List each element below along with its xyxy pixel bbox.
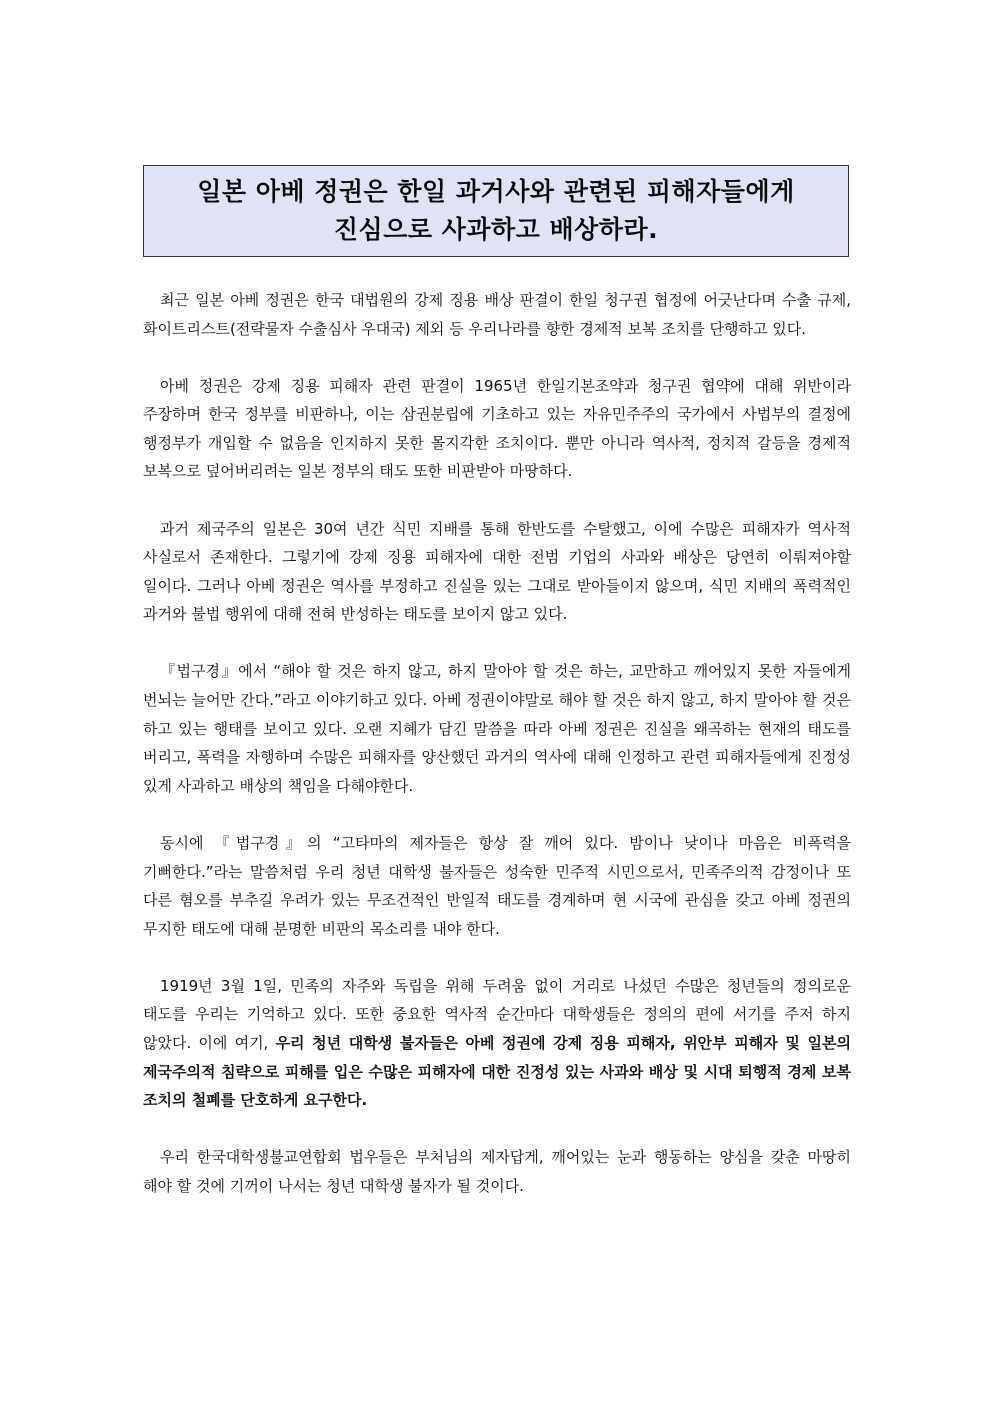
statement-body (143, 286, 851, 1200)
paragraph-text: 『법구경』에서 “해야 할 것은 하지 않고, 하지 말아야 할 것은 하는, 교만하고 깨어있지 못한 자들에게 번뇌는 늘어만 간다.”라고 이야기하고 있다. 아베 정권이야말로 해야 할 것은 하지 않고, 하지 말아야 할 것은 하고 있는 행태를 보이고 있다. 오랜 지혜가 담긴 말씀을 따라 아베 정권은 진실을 왜곡하는 현재의 태도를 버리고, 폭력을 자행하며 수많은 피해자를 양산했던 과거의 역사에 대해 인정하고 관련 피해자들에게 진정성 있게 사과하고 배상의 책임을 다해야한다. (143, 662, 851, 795)
paragraph-text: 우리 한국대학생불교연합회 법우들은 부처님의 제자답게, 깨어있는 눈과 행동하는 양심을 갖춘 마땅히 해야 할 것에 기꺼이 나서는 청년 대학생 불자가 될 것이다. (143, 1148, 851, 1195)
paragraph-6 (143, 972, 851, 1115)
paragraph-4 (143, 657, 851, 800)
paragraph-1 (143, 286, 851, 343)
paragraph-7 (143, 1143, 851, 1200)
paragraph-3 (143, 515, 851, 629)
paragraph-bold-demand: 우리 청년 대학생 불자들은 아베 정권에 강제 징용 피해자, 위안부 피해자 및 일본의 제국주의적 침략으로 피해를 입은 수많은 피해자에 대한 진정성 있는 사과와 배상 및 시대 퇴행적 경제 보복 조치의 철폐를 단호하게 요구한다. (143, 1033, 851, 1110)
paragraph-text: 1919년 3월 1일, 민족의 자주와 독립을 위해 두려움 없이 거리로 나섰던 수많은 청년들의 정의로운 태도를 우리는 기억하고 있다. 또한 중요한 역사적 순간마다 대학생들은 정의의 편에 서기를 주저 하지 않았다. 이에 여기, (143, 976, 851, 1052)
title-box (143, 165, 849, 257)
paragraph-5 (143, 829, 851, 943)
paragraph-text: 최근 일본 아베 정권은 한국 대법원의 강제 징용 배상 판결이 한일 청구권 협정에 어긋난다며 수출 규제, 화이트리스트(전략물자 수출심사 우대국) 제외 등 우리나라를 향한 경제적 보복 조치를 단행하고 있다. (143, 291, 851, 338)
paragraph-text: 아베 정권은 강제 징용 피해자 관련 판결이 1965년 한일기본조약과 청구권 협약에 대해 위반이라 주장하며 한국 정부를 비판하나, 이는 삼권분립에 기초하고 있는 자유민주주의 국가에서 사법부의 결정에 행정부가 개입할 수 없음을 인지하지 못한 몰지각한 조치이다. 뿐만 아니라 역사적, 정치적 갈등을 경제적 보복으로 덮어버리려는 일본 정부의 태도 또한 비판받아 마땅하다. (143, 376, 851, 481)
title-line-1: 일본 아베 정권은 한일 과거사와 관련된 피해자들에게 (197, 177, 795, 206)
title-line-2: 진심으로 사과하고 배상하라. (333, 215, 659, 244)
paragraph-text: 과거 제국주의 일본은 30여 년간 식민 지배를 통해 한반도를 수탈했고, 이에 수많은 피해자가 역사적 사실로서 존재한다. 그렇기에 강제 징용 피해자에 대한 전범 기업의 사과와 배상은 당연히 이뤄져야할 일이다. 그러나 아베 정권은 역사를 부정하고 진실을 있는 그대로 받아들이지 않으며, 식민 지배의 폭력적인 과거와 불법 행위에 대해 전혀 반성하는 태도를 보이지 않고 있다. (143, 519, 851, 624)
statement-page (143, 165, 851, 1229)
paragraph-2 (143, 372, 851, 486)
paragraph-text: 동시에 『법구경』의 “고타마의 제자들은 항상 잘 깨어 있다. 밤이나 낮이나 마음은 비폭력을 기뻐한다.”라는 말씀처럼 우리 청년 대학생 불자들은 성숙한 민주적 시민으로서, 민족주의적 감정이나 또 다른 혐오를 부추길 우려가 있는 무조건적인 반일적 태도를 경계하며 현 시국에 관심을 갖고 아베 정권의 무지한 태도에 대해 분명한 비판의 목소리를 내야 한다. (143, 833, 851, 938)
